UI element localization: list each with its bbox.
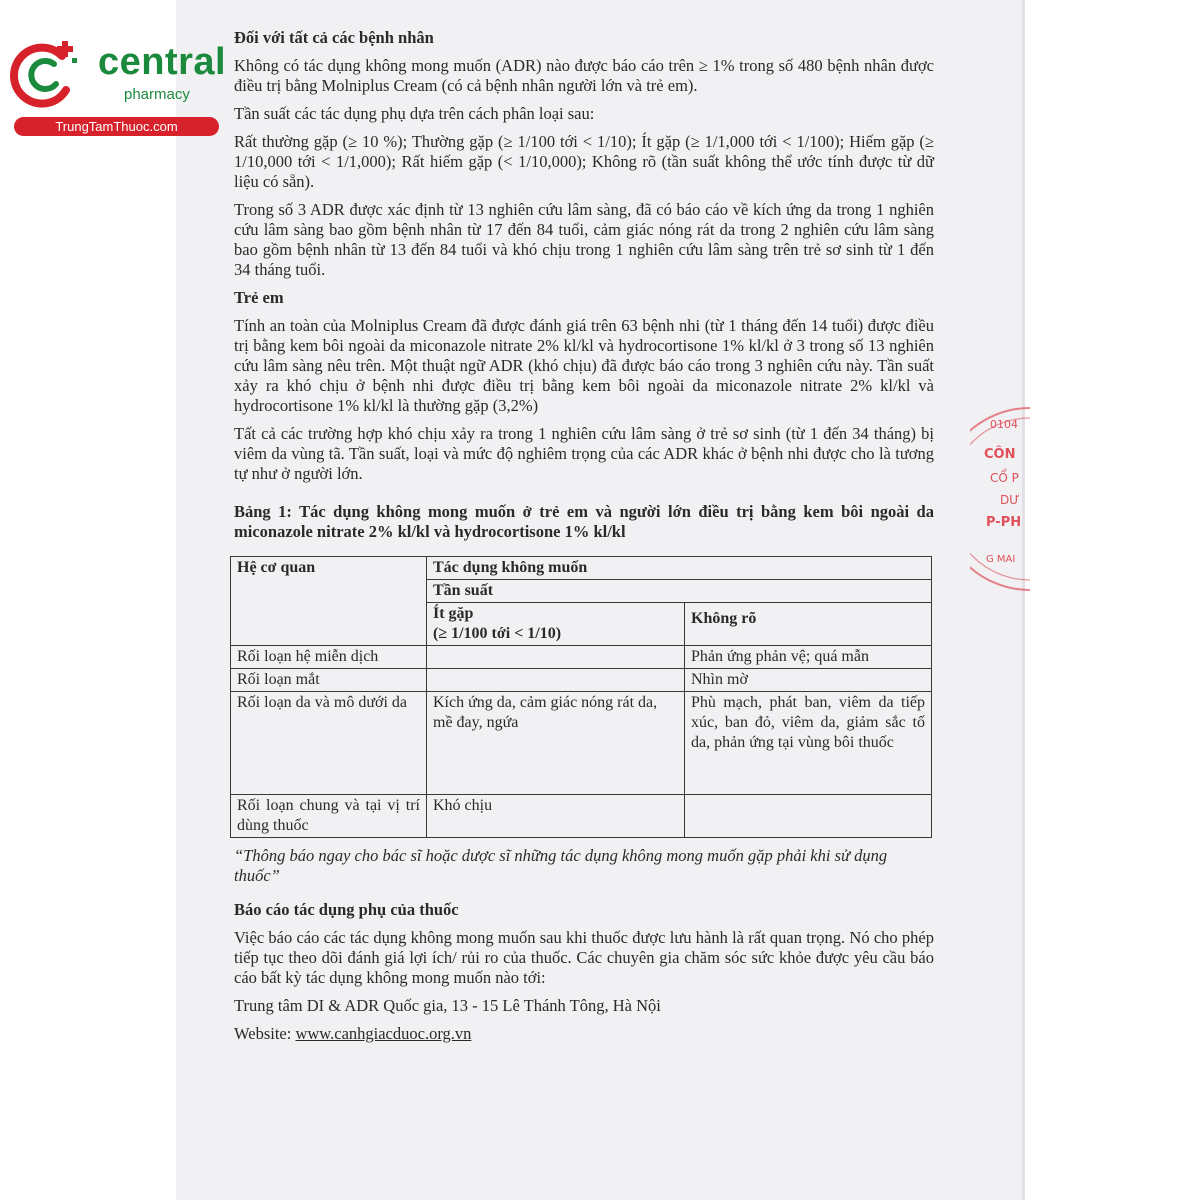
address-line: Trung tâm DI & ADR Quốc gia, 13 - 15 Lê Thánh Tông, Hà Nội [234, 996, 661, 1015]
header-frequency: Tần suất [427, 580, 932, 603]
table-row [231, 692, 932, 795]
warning-note: “Thông báo ngay cho bác sĩ hoặc dược sĩ những tác dụng không mong muốn gặp phải khi sử dụng thuốc” [234, 846, 888, 885]
cell-organ: Rối loạn chung và tại vị trí dùng thuốc [231, 795, 427, 838]
paragraph: Tất cả các trường hợp khó chịu xảy ra trong 1 nghiên cứu lâm sàng ở trẻ sơ sinh (từ 1 đến 34 tháng) bị viêm da vùng tã. Tần suất, loại và mức độ nghiêm trọng của các ADR khác ở bệnh nhi được cho là tương tự như ở người lớn. [234, 424, 934, 483]
cell-unknown [685, 795, 932, 838]
logo-c-icon [10, 38, 88, 110]
page-edge [1022, 0, 1025, 1200]
stamp-text: CÔN [984, 447, 1016, 462]
stamp-text: CỔ P [990, 471, 1019, 485]
header-effect: Tác dụng không muốn [427, 557, 932, 580]
cell-organ: Rối loạn mắt [231, 669, 427, 692]
header-uncommon [427, 603, 685, 646]
stamp-text: G MAI [986, 554, 1016, 565]
heading-all-patients: Đối với tất cả các bệnh nhân [234, 28, 434, 47]
cell-unknown: Nhìn mờ [685, 669, 932, 692]
central-pharmacy-logo [10, 38, 227, 138]
header-uncommon-label: Ít gặp [433, 605, 474, 622]
document-content [234, 28, 934, 1052]
paragraph: Việc báo cáo các tác dụng không mong muốn sau khi thuốc được lưu hành là rất quan trọng. Nó cho phép tiếp tục theo dõi đánh giá lợi ích/ rủi ro của thuốc. Các chuyên gia chăm sóc sức khỏe được yêu cầu báo cáo bất kỳ tác dụng không mong muốn nào tới: [234, 928, 934, 987]
adr-table [230, 556, 932, 838]
logo-sub-text: pharmacy [124, 86, 190, 103]
cell-uncommon: Khó chịu [427, 795, 685, 838]
paragraph: Tần suất các tác dụng phụ dựa trên cách phân loại sau: [234, 104, 595, 123]
table-row [231, 669, 932, 692]
table-row [231, 795, 932, 838]
logo-website: TrungTamThuoc.com [14, 117, 219, 136]
cell-unknown: Phản ứng phản vệ; quá mẫn [685, 646, 932, 669]
logo-brand-text: central [98, 41, 227, 83]
table-caption: Bảng 1: Tác dụng không mong muốn ở trẻ em và người lớn điều trị bằng kem bôi ngoài da miconazole nitrate 2% kl/kl và hydrocortisone 1% kl/kl [234, 502, 934, 541]
paragraph: Trong số 3 ADR được xác định từ 13 nghiên cứu lâm sàng, đã có báo cáo về kích ứng da trong 1 nghiên cứu lâm sàng bao gồm bệnh nhân từ 17 đến 84 tuổi, cảm giác nóng rát da trong 2 nghiên cứu lâm sàng bao gồm bệnh nhân từ 13 đến 84 tuổi và khó chịu trong 1 nghiên cứu lâm sàng trên trẻ sơ sinh từ 1 đến 34 tháng tuổi. [234, 200, 934, 279]
cell-organ: Rối loạn da và mô dưới da [231, 692, 427, 795]
heading-children: Trẻ em [234, 288, 284, 307]
cell-uncommon [427, 646, 685, 669]
stamp-text: DƯ [1000, 493, 1020, 507]
paragraph: Rất thường gặp (≥ 10 %); Thường gặp (≥ 1/100 tới < 1/10); Ít gặp (≥ 1/1,000 tới < 1/100); Hiếm gặp (≥ 1/10,000 tới < 1/1,000); Rất hiếm gặp (< 1/10,000); Không rõ (tần suất không thể ước tính được từ dữ liệu có sẵn). [234, 132, 934, 191]
paragraph: Không có tác dụng không mong muốn (ADR) nào được báo cáo trên ≥ 1% trong số 480 bệnh nhân được điều trị bằng Molniplus Cream (có cả bệnh nhân người lớn và trẻ em). [234, 56, 934, 95]
cell-organ: Rối loạn hệ miễn dịch [231, 646, 427, 669]
stamp-text: 0104 [990, 418, 1018, 431]
header-uncommon-range: (≥ 1/100 tới < 1/10) [433, 625, 562, 642]
website-line [234, 1024, 934, 1044]
website-link[interactable]: www.canhgiacduoc.org.vn [295, 1024, 472, 1043]
cell-unknown: Phù mạch, phát ban, viêm da tiếp xúc, ban đỏ, viêm da, giảm sắc tố da, phản ứng tại vùng bôi thuốc [685, 692, 932, 795]
header-unknown: Không rõ [685, 603, 932, 646]
table-row [231, 646, 932, 669]
paragraph: Tính an toàn của Molniplus Cream đã được đánh giá trên 63 bệnh nhi (từ 1 tháng đến 14 tuổi) được điều trị bằng kem bôi ngoài da miconazole nitrate 2% kl/kl và hydrocortisone 1% kl/kl ở 3 trong số 13 nghiên cứu lâm sàng nêu trên. Một thuật ngữ ADR (khó chịu) đã được báo cáo trong 3 nghiên cứu này. Tần suất xảy ra khó chịu ở bệnh nhi được điều trị bằng kem bôi ngoài da miconazole nitrate 2% kl/kl và hydrocortisone 1% kl/kl là thường gặp (3,2%) [234, 316, 934, 415]
header-organ: Hệ cơ quan [231, 557, 427, 646]
cell-uncommon [427, 669, 685, 692]
website-label: Website: [234, 1024, 296, 1043]
stamp-seal [970, 404, 1030, 594]
cell-uncommon: Kích ứng da, cảm giác nóng rát da, mề đay, ngứa [427, 692, 685, 795]
stamp-text: P-PH [986, 515, 1022, 530]
heading-report: Báo cáo tác dụng phụ của thuốc [234, 900, 459, 919]
